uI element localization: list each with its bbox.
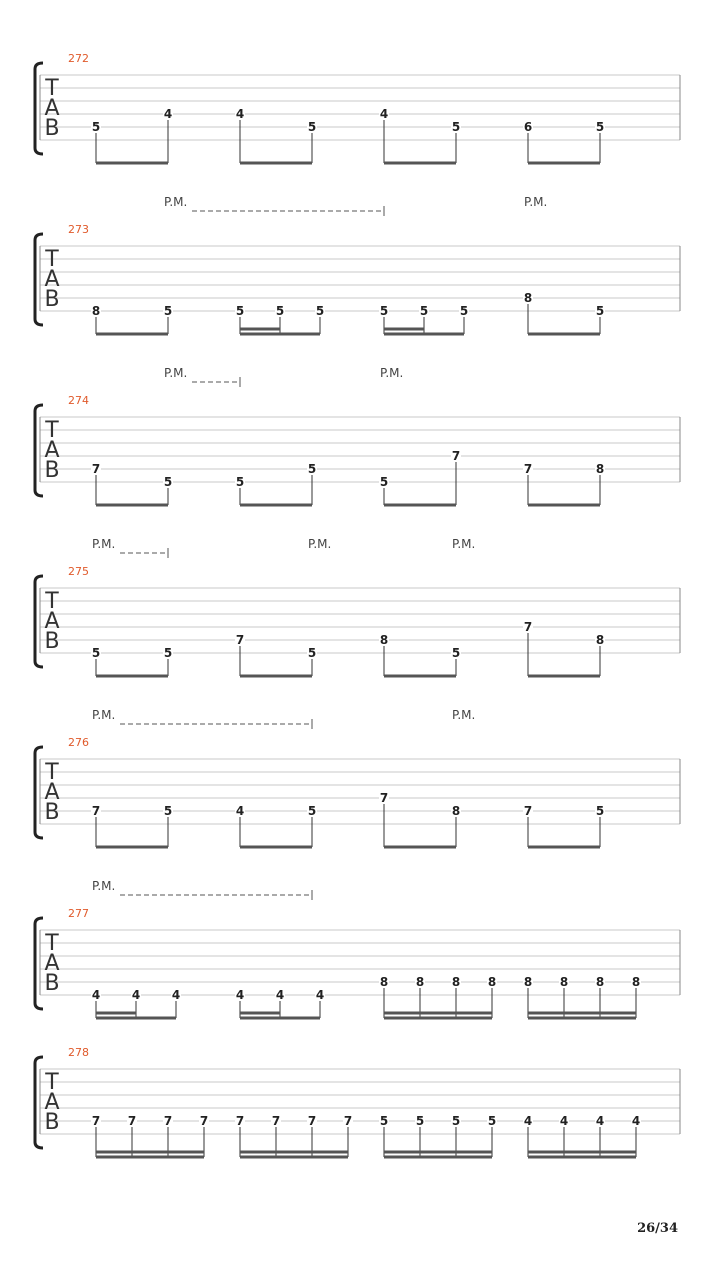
beam-group — [523, 620, 605, 676]
fret-number: 4 — [235, 988, 245, 1002]
fret-number: 8 — [595, 975, 605, 989]
fret-number: 6 — [523, 120, 533, 134]
fret-number: 5 — [315, 304, 325, 318]
beam-group — [91, 304, 173, 334]
tab-clef-letter: A — [44, 96, 60, 121]
fret-number: 5 — [419, 304, 429, 318]
beam-group — [91, 804, 173, 847]
tab-clef-letter: B — [44, 971, 60, 996]
tab-clef-letter: B — [44, 287, 60, 312]
tab-clef-letter: A — [44, 780, 60, 805]
tab-clef-letter: B — [44, 629, 60, 654]
tab-clef-letter: B — [44, 116, 60, 141]
tab-clef-letter: T — [45, 247, 59, 272]
beam-group — [91, 1114, 209, 1157]
beam-group — [235, 304, 325, 334]
fret-number: 4 — [235, 107, 245, 121]
fret-number: 5 — [459, 304, 469, 318]
tab-clef-letter: A — [44, 951, 60, 976]
fret-number: 4 — [275, 988, 285, 1002]
fret-number: 5 — [235, 304, 245, 318]
fret-number: 8 — [451, 975, 461, 989]
fret-number: 7 — [127, 1114, 137, 1128]
fret-number: 5 — [487, 1114, 497, 1128]
fret-number: 5 — [307, 462, 317, 476]
fret-number: 8 — [523, 975, 533, 989]
beam-group — [235, 633, 317, 676]
measure-number: 277 — [68, 907, 89, 920]
fret-number: 4 — [163, 107, 173, 121]
beam-group — [235, 1114, 353, 1157]
fret-number: 7 — [91, 462, 101, 476]
beam-group — [523, 291, 605, 334]
fret-number: 4 — [559, 1114, 569, 1128]
fret-number: 4 — [315, 988, 325, 1002]
fret-number: 5 — [451, 646, 461, 660]
palm-mute-label: P.M. — [380, 366, 404, 380]
fret-number: 7 — [451, 449, 461, 463]
measure-number: 276 — [68, 736, 89, 749]
fret-number: 4 — [379, 107, 389, 121]
tab-clef-letter: T — [45, 760, 59, 785]
measure-number: 275 — [68, 565, 89, 578]
fret-number: 7 — [163, 1114, 173, 1128]
fret-number: 8 — [379, 633, 389, 647]
beam-group — [379, 449, 461, 505]
fret-number: 5 — [451, 120, 461, 134]
tab-system — [35, 1046, 680, 1157]
fret-number: 7 — [379, 791, 389, 805]
fret-number: 5 — [307, 646, 317, 660]
tab-clef-letter: B — [44, 800, 60, 825]
fret-number: 8 — [91, 304, 101, 318]
tab-clef-letter: T — [45, 76, 59, 101]
tab-clef-letter: T — [45, 931, 59, 956]
palm-mute-label: P.M. — [164, 366, 188, 380]
beam-group — [235, 107, 317, 163]
fret-number: 4 — [91, 988, 101, 1002]
beam-group — [379, 304, 469, 334]
tab-system — [35, 879, 680, 1018]
beam-group — [523, 804, 605, 847]
beam-group — [523, 1114, 641, 1157]
fret-number: 5 — [163, 475, 173, 489]
beam-group — [235, 804, 317, 847]
fret-number: 8 — [595, 633, 605, 647]
fret-number: 8 — [523, 291, 533, 305]
fret-number: 5 — [379, 475, 389, 489]
measure-number: 278 — [68, 1046, 89, 1059]
tab-clef-letter: B — [44, 458, 60, 483]
fret-number: 8 — [379, 975, 389, 989]
beam-group — [91, 988, 181, 1018]
fret-number: 5 — [379, 1114, 389, 1128]
tab-system — [35, 708, 680, 847]
palm-mute-label: P.M. — [92, 879, 116, 893]
fret-number: 5 — [415, 1114, 425, 1128]
tab-clef-letter: A — [44, 267, 60, 292]
beam-group — [523, 975, 641, 1018]
fret-number: 7 — [343, 1114, 353, 1128]
palm-mute-label: P.M. — [164, 195, 188, 209]
tab-system — [35, 52, 680, 163]
page-number: 26/34 — [637, 1221, 678, 1236]
fret-number: 7 — [523, 804, 533, 818]
measure-number: 274 — [68, 394, 89, 407]
fret-number: 4 — [235, 804, 245, 818]
fret-number: 5 — [595, 304, 605, 318]
fret-number: 5 — [307, 804, 317, 818]
fret-number: 4 — [171, 988, 181, 1002]
beam-group — [379, 791, 461, 847]
fret-number: 8 — [559, 975, 569, 989]
palm-mute-label: P.M. — [92, 537, 116, 551]
fret-number: 7 — [91, 1114, 101, 1128]
palm-mute-label: P.M. — [308, 537, 332, 551]
fret-number: 8 — [487, 975, 497, 989]
palm-mute-label: P.M. — [452, 708, 476, 722]
fret-number: 7 — [307, 1114, 317, 1128]
fret-number: 8 — [451, 804, 461, 818]
tab-clef-letter: B — [44, 1110, 60, 1135]
fret-number: 5 — [163, 804, 173, 818]
fret-number: 4 — [631, 1114, 641, 1128]
fret-number: 7 — [523, 462, 533, 476]
beam-group — [523, 462, 605, 505]
beam-group — [379, 107, 461, 163]
measure-number: 272 — [68, 52, 89, 65]
fret-number: 5 — [163, 646, 173, 660]
palm-mute-label: P.M. — [524, 195, 548, 209]
beam-group — [91, 646, 173, 676]
beam-group — [235, 988, 325, 1018]
fret-number: 4 — [523, 1114, 533, 1128]
fret-number: 5 — [91, 120, 101, 134]
beam-group — [91, 462, 173, 505]
beam-group — [379, 1114, 497, 1157]
beam-group — [379, 633, 461, 676]
fret-number: 7 — [271, 1114, 281, 1128]
fret-number: 5 — [307, 120, 317, 134]
tab-clef-letter: T — [45, 589, 59, 614]
tab-clef-letter: A — [44, 1090, 60, 1115]
palm-mute-label: P.M. — [92, 708, 116, 722]
tab-clef-letter: A — [44, 609, 60, 634]
tab-clef-letter: T — [45, 418, 59, 443]
fret-number: 7 — [235, 633, 245, 647]
tab-system — [35, 195, 680, 334]
fret-number: 7 — [523, 620, 533, 634]
fret-number: 5 — [595, 804, 605, 818]
beam-group — [91, 107, 173, 163]
palm-mute-label: P.M. — [452, 537, 476, 551]
fret-number: 5 — [451, 1114, 461, 1128]
beam-group — [235, 462, 317, 505]
tab-system — [35, 366, 680, 505]
fret-number: 5 — [595, 120, 605, 134]
beam-group — [523, 120, 605, 163]
tab-system — [35, 537, 680, 676]
fret-number: 5 — [91, 646, 101, 660]
beam-group — [379, 975, 497, 1018]
fret-number: 7 — [199, 1114, 209, 1128]
fret-number: 8 — [415, 975, 425, 989]
fret-number: 8 — [631, 975, 641, 989]
fret-number: 4 — [595, 1114, 605, 1128]
fret-number: 5 — [235, 475, 245, 489]
measure-number: 273 — [68, 223, 89, 236]
fret-number: 7 — [91, 804, 101, 818]
fret-number: 5 — [379, 304, 389, 318]
fret-number: 8 — [595, 462, 605, 476]
fret-number: 7 — [235, 1114, 245, 1128]
tab-clef-letter: T — [45, 1070, 59, 1095]
tab-clef-letter: A — [44, 438, 60, 463]
fret-number: 4 — [131, 988, 141, 1002]
fret-number: 5 — [163, 304, 173, 318]
fret-number: 5 — [275, 304, 285, 318]
